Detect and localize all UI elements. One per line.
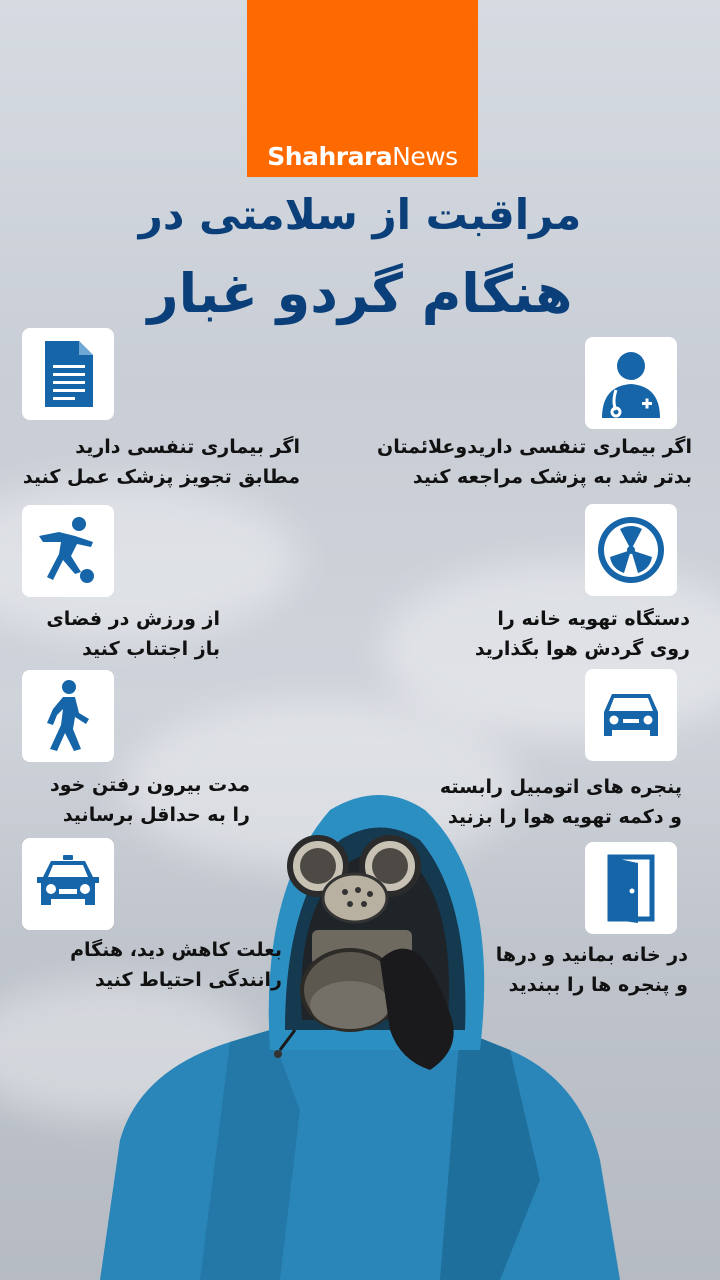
car-front-icon bbox=[31, 847, 105, 921]
tip-icon-box bbox=[585, 669, 677, 761]
tip-line: و دکمه تهویه هوا را بزنید bbox=[447, 806, 682, 828]
tip-caption bbox=[70, 935, 282, 995]
walking-person-icon bbox=[31, 679, 105, 753]
tip-line: اگر بیماری تنفسی داریدوعلائمتان bbox=[377, 436, 692, 458]
tip-caption bbox=[377, 432, 692, 492]
brand-name-light: News bbox=[392, 142, 458, 171]
tip-icon-box bbox=[585, 842, 677, 934]
tip-line: دستگاه تهویه خانه را bbox=[497, 608, 690, 630]
tip-line: بدتر شد به پزشک مراجعه کنید bbox=[412, 466, 692, 488]
tip-line: رانندگی احتیاط کنید bbox=[95, 969, 282, 991]
doctor-icon bbox=[594, 346, 668, 420]
tip-caption bbox=[46, 604, 220, 664]
tip-line: را به حداقل برسانید bbox=[62, 804, 250, 826]
brand-name-bold: Shahrara bbox=[267, 142, 393, 171]
page-title-line1: مراقبت از سلامتی در bbox=[138, 190, 582, 239]
tip-icon-box bbox=[22, 838, 114, 930]
tip-line: در خانه بمانید و درها bbox=[495, 944, 688, 966]
car-icon bbox=[594, 678, 668, 752]
brand-logo bbox=[247, 142, 478, 171]
football-player-icon bbox=[31, 514, 105, 588]
door-icon bbox=[594, 851, 668, 925]
tip-line: و پنجره ها را ببندید bbox=[508, 974, 688, 996]
tip-line: بعلت کاهش دید، هنگام bbox=[70, 939, 282, 961]
tip-line: از ورزش در فضای bbox=[46, 608, 220, 630]
tip-line: مطابق تجویز پزشک عمل کنید bbox=[22, 466, 300, 488]
tip-caption bbox=[475, 604, 690, 664]
tip-icon-box bbox=[585, 337, 677, 429]
document-icon bbox=[31, 337, 105, 411]
tip-line: اگر بیماری تنفسی دارید bbox=[75, 436, 300, 458]
tip-line: روی گردش هوا بگذارید bbox=[474, 638, 690, 660]
tip-line: پنجره های اتومبیل رابسته bbox=[439, 776, 682, 798]
tip-line: مدت بیرون رفتن خود bbox=[49, 774, 250, 796]
person-gas-mask-illustration bbox=[80, 780, 640, 1280]
tip-icon-box bbox=[22, 328, 114, 420]
brand-header bbox=[247, 0, 478, 177]
tip-caption bbox=[23, 432, 300, 492]
tip-icon-box bbox=[22, 670, 114, 762]
tip-icon-box bbox=[585, 504, 677, 596]
tip-icon-box bbox=[22, 505, 114, 597]
page-title-line2: هنگام گردو غبار bbox=[147, 262, 573, 325]
tip-line: باز اجتناب کنید bbox=[82, 638, 220, 660]
tip-caption bbox=[50, 770, 250, 830]
ventilation-fan-icon bbox=[594, 513, 668, 587]
tip-caption bbox=[496, 940, 688, 1000]
tip-caption bbox=[440, 772, 682, 832]
